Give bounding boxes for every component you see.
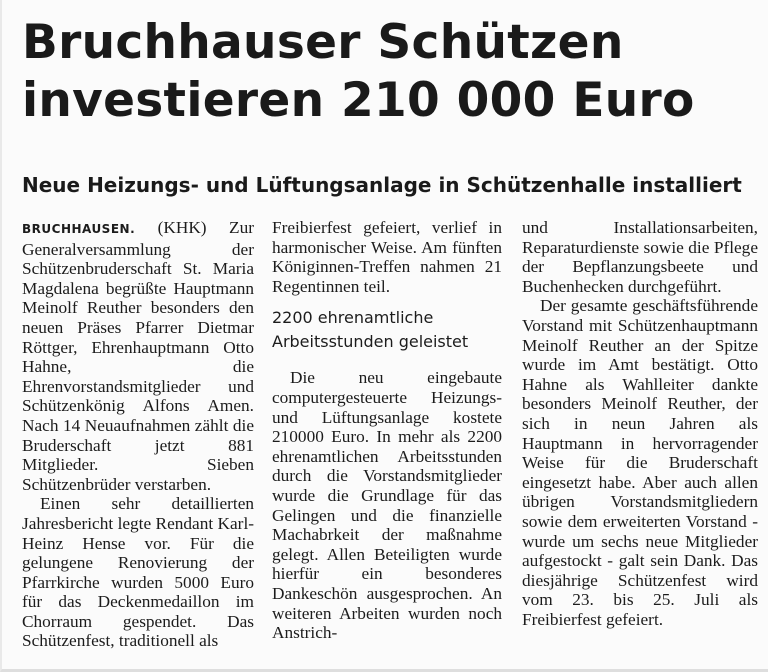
- dateline: BRUCHHAUSEN.: [22, 222, 136, 236]
- paragraph-text: (KHK) Zur Generalversammlung der Schützenbruderschaft St. Maria Magdalena begrüßte Hauptmann Meinolf Reuther besonders den neuen Präses Pfarrer Dietmar Röttger, Ehrenhauptmann Otto Hahne, die Ehrenvorstandsmitglieder und Schützenkönig Alfons Amen. Nach 14 Neuaufnahmen zählt die Bruderschaft jetzt 881 Mitglieder. Sieben Schützenbrüder verstarben.: [22, 218, 254, 494]
- article-column-2: [272, 218, 502, 643]
- article-column-1: [22, 218, 254, 651]
- paragraph: [22, 218, 254, 494]
- paragraph: und Installationsarbeiten, Reparaturdienste sowie die Pflege der Bepflanzungsbeete und Buchenhecken durchgeführt.: [522, 218, 758, 296]
- section-subheading: [272, 306, 502, 354]
- headline-line-1: Bruchhauser Schützen: [22, 15, 624, 70]
- section-subheading-line-1: 2200 ehrenamtliche: [272, 308, 434, 328]
- paragraph: Einen sehr detaillierten Jahresbericht legte Rendant Karl-Heinz Hense vor. Für die gelungene Renovierung der Pfarrkirche wurden 5000 Euro für das Deckenmedaillon im Chorraum gespendet. Das Schützenfest, traditionell als: [22, 494, 254, 651]
- article-column-3: [522, 218, 758, 629]
- headline: [22, 14, 762, 130]
- paragraph: Der gesamte geschäftsführende Vorstand mit Schützenhauptmann Meinolf Reuther an der Spitze wurde im Amt bestätigt. Otto Hahne als Wahlleiter dankte besonders Meinolf Reuther, der sich in neun Jahren als Hauptmann in hervorragender Weise für die Bruderschaft eingesetzt habe. Aber auch allen übrigen Vorstandsmitgliedern sowie dem erweiterten Vorstand - wurde um sechs neue Mitglieder aufgestockt - galt sein Dank. Das diesjährige Schützenfest wird vom 23. bis 25. Juli als Freibierfest gefeiert.: [522, 296, 758, 629]
- subheadline: Neue Heizungs- und Lüftungsanlage in Schützenhalle installiert: [22, 173, 742, 197]
- headline-line-2: investieren 210 000 Euro: [22, 73, 695, 128]
- section-subheading-line-2: Arbeitsstunden geleistet: [272, 332, 469, 352]
- paragraph: Die neu eingebaute computergesteuerte Heizungs- und Lüftungsanlage kostete 210000 Euro. In mehr als 2200 ehrenamtlichen Arbeitsstunden durch die Vorstandsmitglieder wurde die Grundlage für das Gelingen und die finanzielle Machabrkeit der maßnahme gelegt. Allen Beteiligten wurde hierfür ein besonderes Dankeschön ausgesprochen. An weiteren Arbeiten wurden noch Anstrich-: [272, 368, 502, 643]
- paragraph: Freibierfest gefeiert, verlief in harmonischer Weise. Am fünften Königinnen-Treffen nahmen 21 Regentinnen teil.: [272, 218, 502, 296]
